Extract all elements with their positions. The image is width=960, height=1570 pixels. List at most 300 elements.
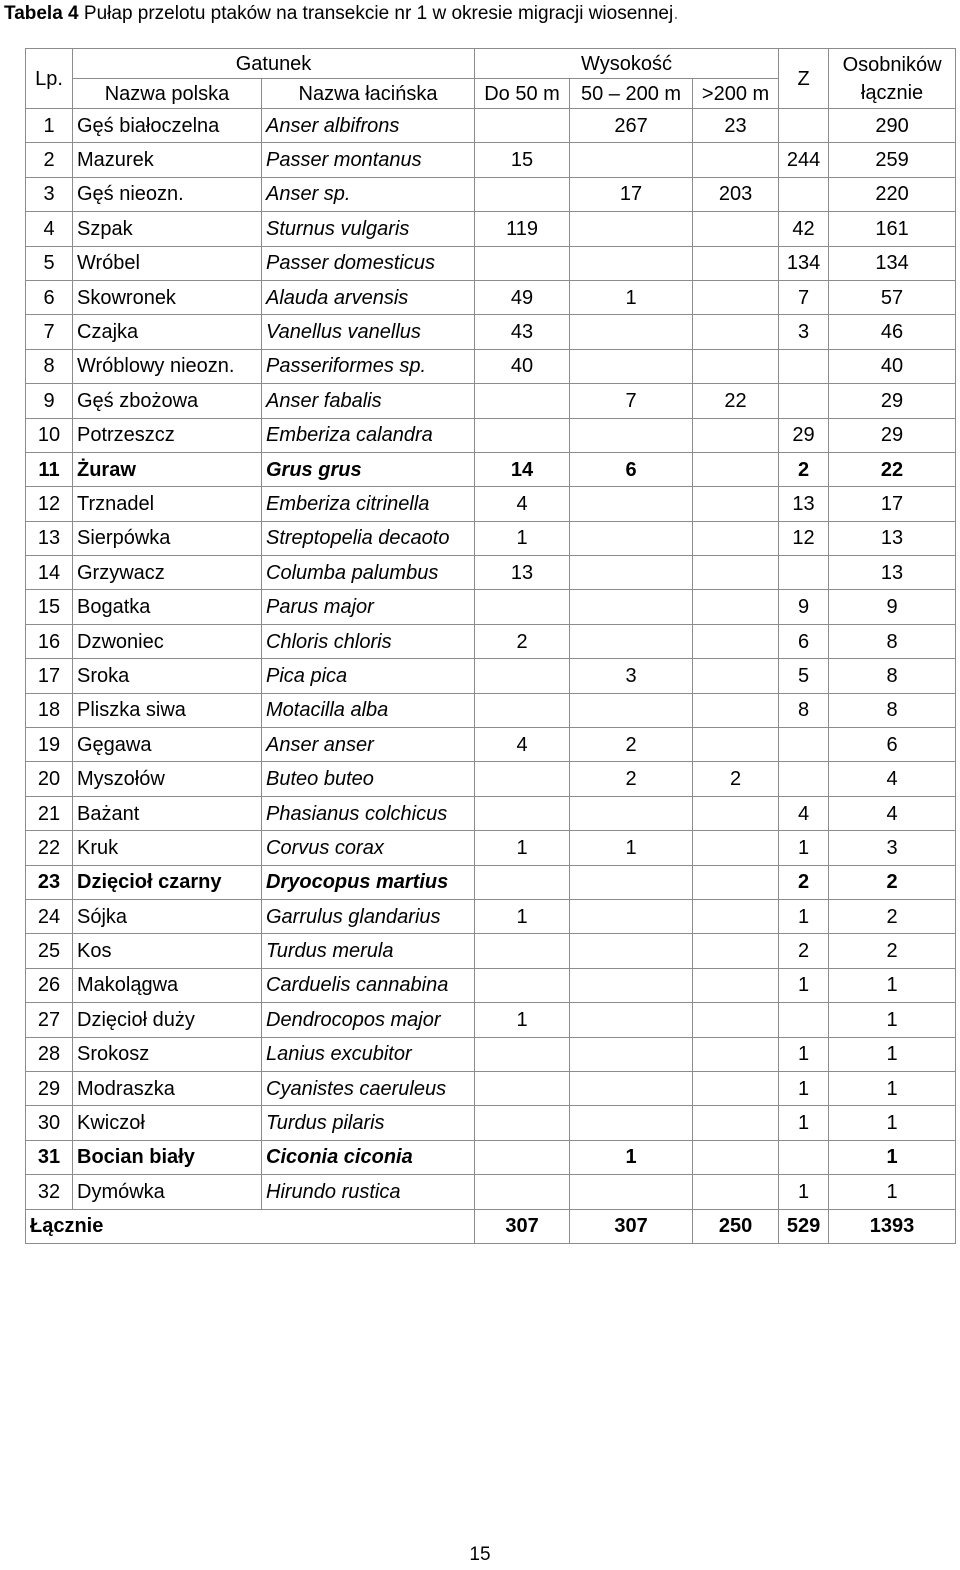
- row-over-200m: [693, 556, 779, 590]
- row-latin-name: Emberiza calandra: [262, 418, 475, 452]
- table-row: [26, 1071, 956, 1105]
- row-polish-name: Dzięcioł czarny: [73, 865, 262, 899]
- row-z: 1: [779, 968, 829, 1002]
- row-50-200m: [570, 315, 693, 349]
- row-do-50m: 4: [475, 487, 570, 521]
- table-row: [26, 212, 956, 246]
- row-sum: 290: [829, 109, 956, 143]
- row-latin-name: Alauda arvensis: [262, 280, 475, 314]
- row-sum: 2: [829, 934, 956, 968]
- row-z: [779, 728, 829, 762]
- row-latin-name: Dryocopus martius: [262, 865, 475, 899]
- row-50-200m: [570, 1175, 693, 1209]
- row-z: 29: [779, 418, 829, 452]
- caption-dot: .: [673, 3, 679, 24]
- row-lp: 5: [26, 246, 73, 280]
- row-z: 1: [779, 899, 829, 933]
- table-row: [26, 934, 956, 968]
- row-polish-name: Bażant: [73, 796, 262, 830]
- row-latin-name: Vanellus vanellus: [262, 315, 475, 349]
- row-sum: 1: [829, 1071, 956, 1105]
- row-latin-name: Grus grus: [262, 452, 475, 486]
- row-polish-name: Czajka: [73, 315, 262, 349]
- table-row: [26, 728, 956, 762]
- row-sum: 161: [829, 212, 956, 246]
- table-row: [26, 487, 956, 521]
- row-latin-name: Sturnus vulgaris: [262, 212, 475, 246]
- row-polish-name: Mazurek: [73, 143, 262, 177]
- row-over-200m: [693, 831, 779, 865]
- row-polish-name: Dzwoniec: [73, 624, 262, 658]
- row-polish-name: Grzywacz: [73, 556, 262, 590]
- row-z: 2: [779, 865, 829, 899]
- row-do-50m: [475, 418, 570, 452]
- row-50-200m: [570, 212, 693, 246]
- table-row: [26, 590, 956, 624]
- row-50-200m: 1: [570, 280, 693, 314]
- row-sum: 57: [829, 280, 956, 314]
- row-lp: 23: [26, 865, 73, 899]
- row-over-200m: [693, 624, 779, 658]
- row-over-200m: [693, 1175, 779, 1209]
- caption-label: Tabela 4: [4, 3, 79, 24]
- row-z: 4: [779, 796, 829, 830]
- row-sum: 8: [829, 659, 956, 693]
- row-z: 1: [779, 831, 829, 865]
- row-polish-name: Gęś białoczelna: [73, 109, 262, 143]
- row-50-200m: [570, 968, 693, 1002]
- row-do-50m: 43: [475, 315, 570, 349]
- row-50-200m: [570, 349, 693, 383]
- row-latin-name: Passeriformes sp.: [262, 349, 475, 383]
- row-latin-name: Emberiza citrinella: [262, 487, 475, 521]
- row-sum: 1: [829, 1106, 956, 1140]
- table-row: [26, 143, 956, 177]
- row-latin-name: Anser fabalis: [262, 384, 475, 418]
- row-latin-name: Columba palumbus: [262, 556, 475, 590]
- row-do-50m: [475, 1140, 570, 1174]
- table-row: [26, 246, 956, 280]
- row-do-50m: 14: [475, 452, 570, 486]
- table-row: [26, 384, 956, 418]
- table-row: [26, 899, 956, 933]
- row-z: 6: [779, 624, 829, 658]
- row-do-50m: [475, 590, 570, 624]
- row-sum: 13: [829, 556, 956, 590]
- row-do-50m: [475, 796, 570, 830]
- row-over-200m: [693, 659, 779, 693]
- row-do-50m: 1: [475, 1003, 570, 1037]
- row-50-200m: [570, 1106, 693, 1140]
- row-polish-name: Gęś zbożowa: [73, 384, 262, 418]
- row-lp: 20: [26, 762, 73, 796]
- row-50-200m: [570, 624, 693, 658]
- row-polish-name: Dymówka: [73, 1175, 262, 1209]
- row-latin-name: Streptopelia decaoto: [262, 521, 475, 555]
- row-lp: 16: [26, 624, 73, 658]
- row-polish-name: Myszołów: [73, 762, 262, 796]
- header-lp: Lp.: [26, 49, 73, 109]
- row-over-200m: [693, 968, 779, 1002]
- row-sum: 8: [829, 624, 956, 658]
- table-row: [26, 624, 956, 658]
- row-lp: 31: [26, 1140, 73, 1174]
- row-lp: 11: [26, 452, 73, 486]
- total-do-50m: 307: [475, 1209, 570, 1243]
- total-50-200m: 307: [570, 1209, 693, 1243]
- row-lp: 2: [26, 143, 73, 177]
- row-lp: 25: [26, 934, 73, 968]
- row-over-200m: [693, 899, 779, 933]
- row-polish-name: Srokosz: [73, 1037, 262, 1071]
- row-z: [779, 762, 829, 796]
- table-row: [26, 831, 956, 865]
- row-50-200m: [570, 246, 693, 280]
- header-over-200m: >200 m: [693, 79, 779, 109]
- row-lp: 17: [26, 659, 73, 693]
- row-over-200m: [693, 796, 779, 830]
- row-latin-name: Passer montanus: [262, 143, 475, 177]
- row-polish-name: Makolągwa: [73, 968, 262, 1002]
- row-do-50m: [475, 246, 570, 280]
- row-over-200m: [693, 1037, 779, 1071]
- table-row: [26, 865, 956, 899]
- row-do-50m: [475, 865, 570, 899]
- row-sum: 29: [829, 418, 956, 452]
- row-latin-name: Turdus merula: [262, 934, 475, 968]
- row-50-200m: [570, 693, 693, 727]
- table-row: [26, 315, 956, 349]
- row-50-200m: 1: [570, 831, 693, 865]
- row-polish-name: Wróbel: [73, 246, 262, 280]
- row-z: 2: [779, 934, 829, 968]
- row-over-200m: [693, 1003, 779, 1037]
- row-lp: 28: [26, 1037, 73, 1071]
- row-lp: 14: [26, 556, 73, 590]
- row-sum: 1: [829, 1037, 956, 1071]
- row-latin-name: Buteo buteo: [262, 762, 475, 796]
- row-sum: 6: [829, 728, 956, 762]
- total-z: 529: [779, 1209, 829, 1243]
- row-z: 2: [779, 452, 829, 486]
- row-polish-name: Potrzeszcz: [73, 418, 262, 452]
- row-do-50m: [475, 968, 570, 1002]
- row-z: 5: [779, 659, 829, 693]
- row-z: 13: [779, 487, 829, 521]
- table-row: [26, 109, 956, 143]
- row-latin-name: Phasianus colchicus: [262, 796, 475, 830]
- row-do-50m: [475, 659, 570, 693]
- row-sum: 259: [829, 143, 956, 177]
- table-row: [26, 1106, 956, 1140]
- row-50-200m: 6: [570, 452, 693, 486]
- row-do-50m: 49: [475, 280, 570, 314]
- table-row: [26, 659, 956, 693]
- total-label: Łącznie: [26, 1209, 475, 1243]
- table-row: [26, 968, 956, 1002]
- row-sum: 8: [829, 693, 956, 727]
- row-50-200m: [570, 590, 693, 624]
- row-polish-name: Bocian biały: [73, 1140, 262, 1174]
- caption-text: Pułap przelotu ptaków na transekcie nr 1 w okresie migracji wiosennej: [78, 3, 674, 24]
- row-do-50m: 40: [475, 349, 570, 383]
- row-sum: 1: [829, 1175, 956, 1209]
- row-latin-name: Hirundo rustica: [262, 1175, 475, 1209]
- row-over-200m: [693, 143, 779, 177]
- table-row: [26, 796, 956, 830]
- row-over-200m: [693, 246, 779, 280]
- row-do-50m: 15: [475, 143, 570, 177]
- row-over-200m: 23: [693, 109, 779, 143]
- row-lp: 15: [26, 590, 73, 624]
- row-lp: 26: [26, 968, 73, 1002]
- row-z: 3: [779, 315, 829, 349]
- row-latin-name: Pica pica: [262, 659, 475, 693]
- row-50-200m: 2: [570, 762, 693, 796]
- row-polish-name: Kwiczoł: [73, 1106, 262, 1140]
- row-z: 244: [779, 143, 829, 177]
- row-latin-name: Anser albifrons: [262, 109, 475, 143]
- header-z: Z: [779, 49, 829, 109]
- row-latin-name: Turdus pilaris: [262, 1106, 475, 1140]
- row-latin-name: Motacilla alba: [262, 693, 475, 727]
- row-over-200m: [693, 487, 779, 521]
- row-polish-name: Wróblowy nieozn.: [73, 349, 262, 383]
- row-latin-name: Ciconia ciconia: [262, 1140, 475, 1174]
- row-lp: 4: [26, 212, 73, 246]
- row-polish-name: Sierpówka: [73, 521, 262, 555]
- row-sum: 134: [829, 246, 956, 280]
- row-lp: 7: [26, 315, 73, 349]
- row-do-50m: [475, 762, 570, 796]
- row-over-200m: [693, 728, 779, 762]
- row-lp: 9: [26, 384, 73, 418]
- row-z: [779, 177, 829, 211]
- row-lp: 3: [26, 177, 73, 211]
- row-over-200m: [693, 418, 779, 452]
- row-latin-name: Garrulus glandarius: [262, 899, 475, 933]
- page-number: 15: [469, 1544, 491, 1565]
- row-z: 8: [779, 693, 829, 727]
- table-caption: [4, 2, 679, 26]
- row-do-50m: 1: [475, 521, 570, 555]
- row-polish-name: Żuraw: [73, 452, 262, 486]
- row-lp: 24: [26, 899, 73, 933]
- row-50-200m: [570, 418, 693, 452]
- row-latin-name: Dendrocopos major: [262, 1003, 475, 1037]
- row-over-200m: [693, 521, 779, 555]
- row-polish-name: Sroka: [73, 659, 262, 693]
- row-over-200m: [693, 349, 779, 383]
- row-polish-name: Modraszka: [73, 1071, 262, 1105]
- row-polish-name: Szpak: [73, 212, 262, 246]
- row-lp: 29: [26, 1071, 73, 1105]
- row-z: 12: [779, 521, 829, 555]
- row-sum: 22: [829, 452, 956, 486]
- row-lp: 22: [26, 831, 73, 865]
- row-over-200m: 203: [693, 177, 779, 211]
- header-nazwa-lacinska: Nazwa łacińska: [262, 79, 475, 109]
- row-do-50m: 13: [475, 556, 570, 590]
- row-do-50m: 1: [475, 899, 570, 933]
- row-over-200m: [693, 865, 779, 899]
- row-over-200m: [693, 1071, 779, 1105]
- row-50-200m: [570, 899, 693, 933]
- row-50-200m: 7: [570, 384, 693, 418]
- row-over-200m: 2: [693, 762, 779, 796]
- table-row: [26, 556, 956, 590]
- row-z: 7: [779, 280, 829, 314]
- table-row: [26, 521, 956, 555]
- row-50-200m: [570, 521, 693, 555]
- row-do-50m: [475, 177, 570, 211]
- row-lp: 30: [26, 1106, 73, 1140]
- row-polish-name: Kruk: [73, 831, 262, 865]
- row-sum: 4: [829, 762, 956, 796]
- row-50-200m: [570, 796, 693, 830]
- table-row: [26, 1003, 956, 1037]
- row-polish-name: Kos: [73, 934, 262, 968]
- row-50-200m: [570, 1071, 693, 1105]
- row-sum: 220: [829, 177, 956, 211]
- row-lp: 6: [26, 280, 73, 314]
- row-over-200m: [693, 1106, 779, 1140]
- row-do-50m: [475, 109, 570, 143]
- row-do-50m: [475, 1071, 570, 1105]
- row-sum: 2: [829, 865, 956, 899]
- row-polish-name: Sójka: [73, 899, 262, 933]
- row-z: 42: [779, 212, 829, 246]
- row-50-200m: [570, 865, 693, 899]
- row-z: 9: [779, 590, 829, 624]
- bird-flight-height-table: [25, 48, 956, 1244]
- row-z: [779, 109, 829, 143]
- header-do-50m: Do 50 m: [475, 79, 570, 109]
- row-over-200m: [693, 212, 779, 246]
- row-do-50m: [475, 384, 570, 418]
- row-latin-name: Anser sp.: [262, 177, 475, 211]
- row-over-200m: [693, 1140, 779, 1174]
- row-lp: 12: [26, 487, 73, 521]
- row-over-200m: [693, 934, 779, 968]
- header-osobnikow-lacznie: [829, 49, 956, 109]
- row-lp: 1: [26, 109, 73, 143]
- row-do-50m: [475, 1175, 570, 1209]
- row-z: 1: [779, 1037, 829, 1071]
- row-sum: 13: [829, 521, 956, 555]
- row-do-50m: [475, 934, 570, 968]
- table-body: [26, 109, 956, 1210]
- table-row: [26, 1140, 956, 1174]
- row-sum: 1: [829, 1140, 956, 1174]
- header-50-200m: 50 – 200 m: [570, 79, 693, 109]
- row-latin-name: Passer domesticus: [262, 246, 475, 280]
- row-do-50m: [475, 1106, 570, 1140]
- row-z: 1: [779, 1071, 829, 1105]
- row-sum: 17: [829, 487, 956, 521]
- row-sum: 2: [829, 899, 956, 933]
- row-z: [779, 556, 829, 590]
- row-do-50m: [475, 1037, 570, 1071]
- row-polish-name: Pliszka siwa: [73, 693, 262, 727]
- row-50-200m: [570, 556, 693, 590]
- table-row: [26, 418, 956, 452]
- row-sum: 46: [829, 315, 956, 349]
- table-row: [26, 693, 956, 727]
- table-row: [26, 1175, 956, 1209]
- total-sum: 1393: [829, 1209, 956, 1243]
- row-latin-name: Lanius excubitor: [262, 1037, 475, 1071]
- row-latin-name: Carduelis cannabina: [262, 968, 475, 1002]
- row-latin-name: Anser anser: [262, 728, 475, 762]
- row-50-200m: 1: [570, 1140, 693, 1174]
- total-row: [26, 1209, 956, 1243]
- row-over-200m: [693, 693, 779, 727]
- row-z: [779, 1003, 829, 1037]
- row-polish-name: Bogatka: [73, 590, 262, 624]
- table-row: [26, 177, 956, 211]
- total-over-200m: 250: [693, 1209, 779, 1243]
- row-over-200m: [693, 590, 779, 624]
- row-over-200m: [693, 280, 779, 314]
- row-50-200m: [570, 487, 693, 521]
- header-lacznie: łącznie: [860, 81, 924, 104]
- row-50-200m: [570, 934, 693, 968]
- row-50-200m: 2: [570, 728, 693, 762]
- row-latin-name: Chloris chloris: [262, 624, 475, 658]
- row-lp: 27: [26, 1003, 73, 1037]
- row-50-200m: [570, 1003, 693, 1037]
- row-polish-name: Gęś nieozn.: [73, 177, 262, 211]
- row-50-200m: [570, 143, 693, 177]
- header-wysokosc: Wysokość: [475, 49, 779, 79]
- row-z: [779, 1140, 829, 1174]
- row-do-50m: [475, 693, 570, 727]
- row-z: 1: [779, 1175, 829, 1209]
- table-row: [26, 349, 956, 383]
- row-lp: 8: [26, 349, 73, 383]
- row-polish-name: Trznadel: [73, 487, 262, 521]
- row-lp: 10: [26, 418, 73, 452]
- row-sum: 1: [829, 968, 956, 1002]
- row-over-200m: 22: [693, 384, 779, 418]
- row-lp: 32: [26, 1175, 73, 1209]
- row-50-200m: [570, 1037, 693, 1071]
- header-osobnikow: Osobników: [842, 53, 942, 76]
- row-polish-name: Skowronek: [73, 280, 262, 314]
- table-row: [26, 762, 956, 796]
- row-lp: 19: [26, 728, 73, 762]
- row-z: [779, 384, 829, 418]
- row-do-50m: 2: [475, 624, 570, 658]
- row-sum: 1: [829, 1003, 956, 1037]
- row-sum: 40: [829, 349, 956, 383]
- row-polish-name: Dzięcioł duży: [73, 1003, 262, 1037]
- row-lp: 13: [26, 521, 73, 555]
- row-do-50m: 1: [475, 831, 570, 865]
- row-lp: 21: [26, 796, 73, 830]
- row-z: [779, 349, 829, 383]
- row-50-200m: 3: [570, 659, 693, 693]
- row-do-50m: 119: [475, 212, 570, 246]
- row-latin-name: Corvus corax: [262, 831, 475, 865]
- header-nazwa-polska: Nazwa polska: [73, 79, 262, 109]
- row-do-50m: 4: [475, 728, 570, 762]
- row-50-200m: 17: [570, 177, 693, 211]
- row-z: 134: [779, 246, 829, 280]
- row-over-200m: [693, 452, 779, 486]
- row-sum: 9: [829, 590, 956, 624]
